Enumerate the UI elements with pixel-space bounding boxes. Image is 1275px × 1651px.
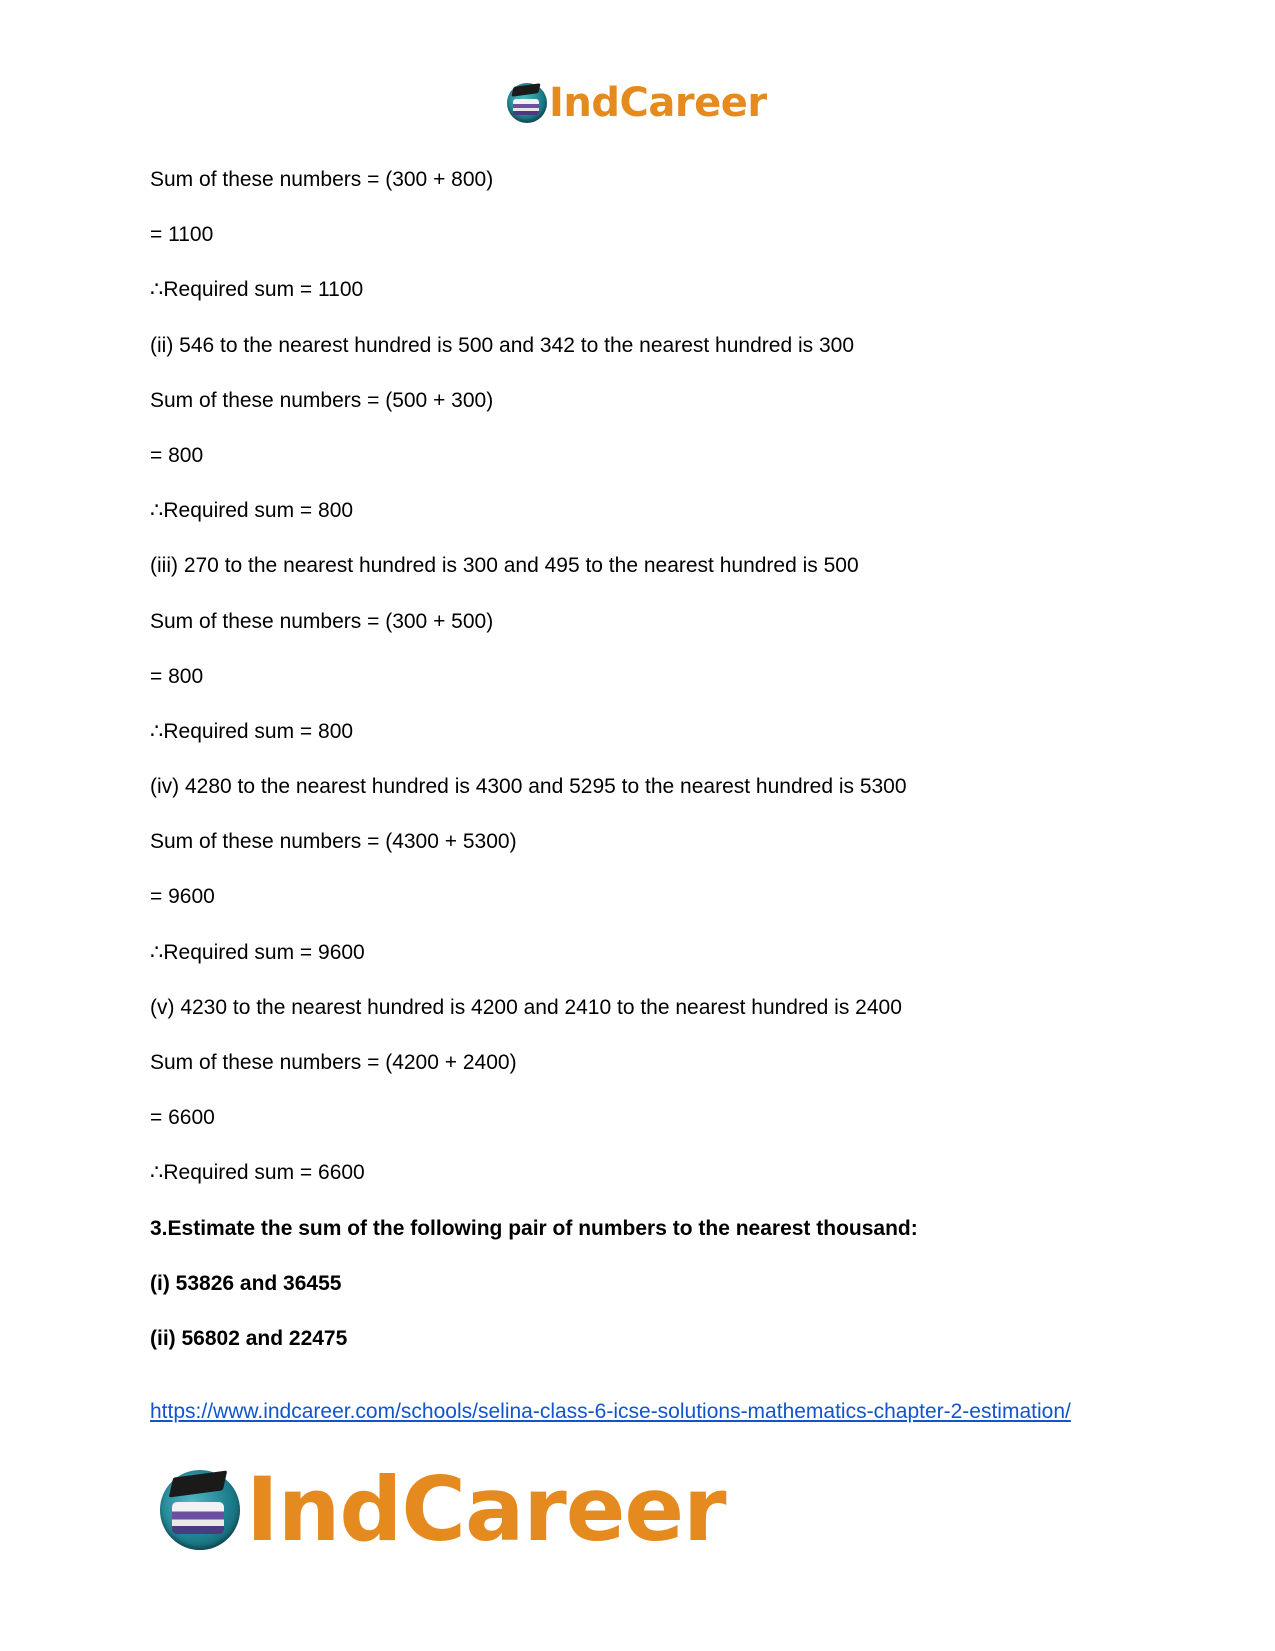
solution-line: (iv) 4280 to the nearest hundred is 4300 and 5295 to the nearest hundred is 5300 [150,775,907,799]
solution-line: Sum of these numbers = (300 + 500) [150,609,494,633]
source-link[interactable]: https://www.indcareer.com/schools/selina-class-6-icse-solutions-mathematics-chapter-2-estimation/ [150,1400,1071,1423]
solution-line: Sum of these numbers = (300 + 800) [150,168,494,191]
solution-line: Sum of these numbers = (4300 + 5300) [150,830,517,854]
solution-line: ∴Required sum = 800 [150,499,354,523]
graduation-cap-books-icon [160,1470,240,1550]
question-line: (ii) 56802 and 22475 [150,1326,348,1350]
footer-logo [160,1458,726,1561]
question-line: (i) 53826 and 36455 [150,1271,342,1295]
footer-logo-text: IndCareer [246,1458,726,1561]
solution-line: ∴Required sum = 1100 [150,278,364,302]
solution-line: ∴Required sum = 9600 [150,940,365,964]
solution-line: = 9600 [150,885,215,909]
question-line: 3.Estimate the sum of the following pair of numbers to the nearest thousand: [150,1216,918,1240]
document-body [150,166,1150,1380]
header-logo [507,78,767,128]
solution-line: (iii) 270 to the nearest hundred is 300 and 495 to the nearest hundred is 500 [150,554,859,578]
solution-line: = 1100 [150,223,214,247]
solution-line: = 800 [150,443,204,467]
solution-line: = 800 [150,664,204,688]
solution-line: (v) 4230 to the nearest hundred is 4200 and 2410 to the nearest hundred is 2400 [150,995,902,1019]
solution-line: = 6600 [150,1106,215,1130]
solution-line: ∴Required sum = 6600 [150,1161,365,1185]
header-logo-text: IndCareer [549,80,767,126]
solution-line: (ii) 546 to the nearest hundred is 500 and 342 to the nearest hundred is 300 [150,333,854,357]
solution-line: Sum of these numbers = (4200 + 2400) [150,1051,517,1074]
graduation-cap-books-icon [507,83,547,123]
solution-line: Sum of these numbers = (500 + 300) [150,388,494,412]
solution-line: ∴Required sum = 800 [150,719,354,743]
